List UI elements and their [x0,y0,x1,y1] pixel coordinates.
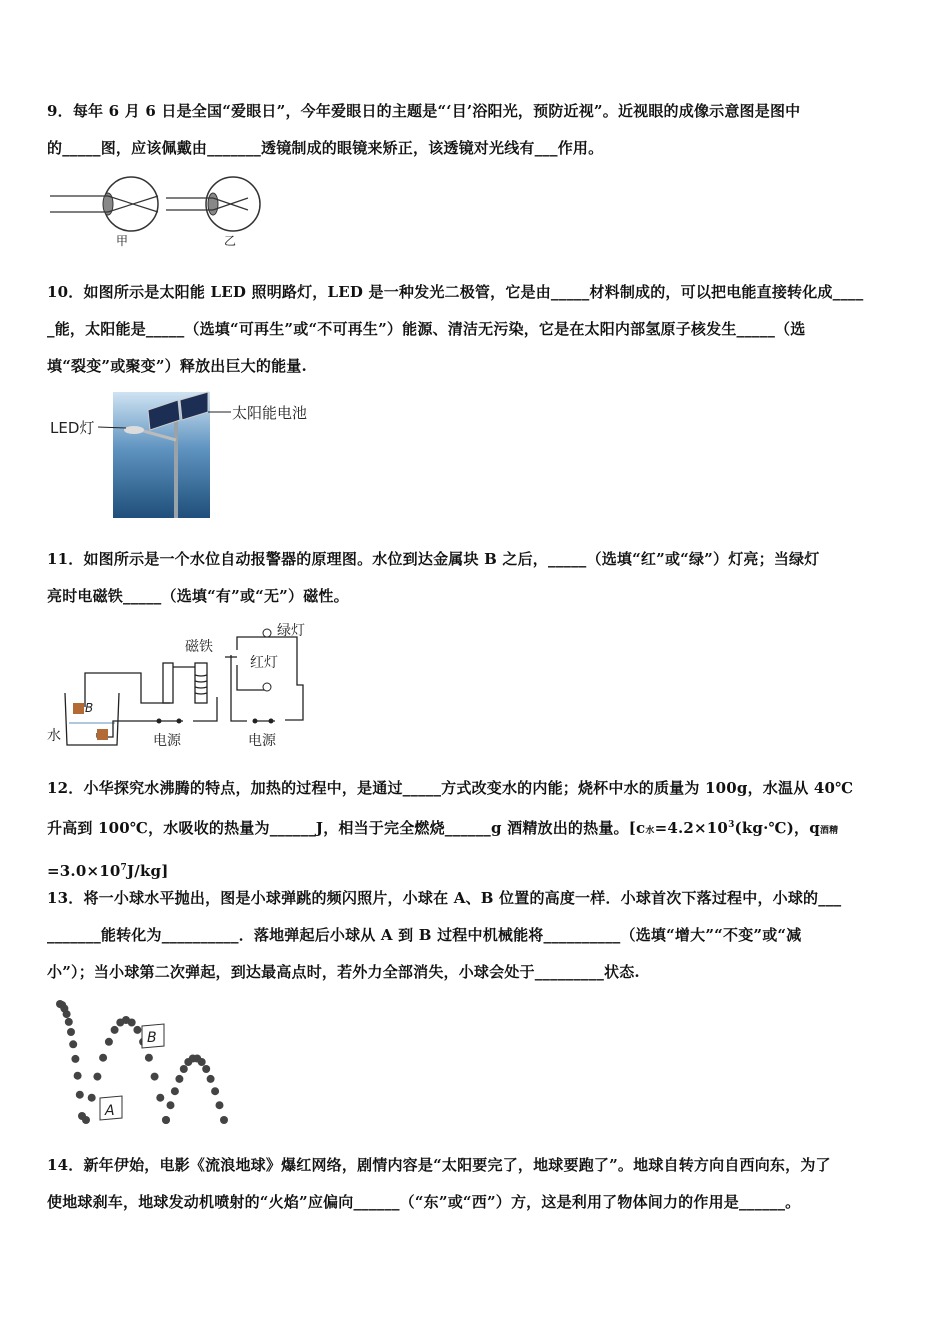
red-lamp-label: 红灯 [250,655,278,671]
water-alarm-circuit [45,615,325,755]
ball-dot [167,1101,175,1109]
q9-line-1: 9．每年 6 月 6 日是全国“爱眼日”，今年爱眼日的主题是“‘目’浴阳光，预防近视”。近视眼的成像示意图是图中 [47,102,801,120]
question-10 [47,274,907,385]
q14-line-1: 14．新年伊始，电影《流浪地球》爆红网络，剧情内容是“太阳要完了，地球要跑了”。地球自转方向自西向东，为了 [47,1156,831,1174]
ball-dot [82,1116,90,1124]
q13-line-3: 小”）；当小球第二次弹起，到达最高点时，若外力全部消失，小球会处于_________状态. [47,963,640,981]
ball-dot [111,1026,119,1034]
ball-dot [133,1026,141,1034]
ball-dot [128,1019,136,1027]
q11-line-2: 亮时电磁铁_____（选填“有”或“无”）磁性。 [47,587,349,605]
q12-line-3: $=3.0\times 10^7J/kg$] [47,862,169,880]
solar-streetlight-figure [48,390,328,520]
q14-line-2: 使地球刹车，地球发动机喷射的“火焰”应偏向______（“东”或“西”）方，这是利用了物体间力的作用是______。 [47,1193,801,1211]
ball-dot [145,1054,153,1062]
ball-dot [220,1116,228,1124]
q10-line-2: _能，太阳能是_____（选填“可再生”或“不可再生”）能源、清洁无污染，它是在太阳内部氢原子核发生_____（选 [47,320,806,338]
q10-line-3: 填“裂变”或聚变”）释放出巨大的能量. [47,357,307,375]
question-12 [47,770,907,890]
ball-dot [105,1038,113,1046]
magnet-label: 磁铁 [185,639,213,655]
ball-dot [69,1040,77,1048]
ball-dot [198,1058,206,1066]
question-11 [47,541,907,615]
ball-dot [99,1054,107,1062]
question-9 [47,93,907,167]
block-b-label: B [85,701,94,715]
ball-dot [74,1072,82,1080]
q13-line-2: _______能转化为__________．落地弹起后小球从 A 到 B 过程中机械能将__________（选填“增大”“不变”或“减 [47,926,802,944]
ball-dot [151,1073,159,1081]
ball-dot [175,1075,183,1083]
ball-dot [67,1028,75,1036]
ball-dot [65,1018,73,1026]
water-label: 水 [47,728,61,744]
power-source-label-2: 电源 [248,733,276,749]
q11-line-1: 11．如图所示是一个水位自动报警器的原理图。水位到达金属块 B 之后，_____（选填“红”或“绿”）灯亮；当绿灯 [47,550,820,568]
ball-dot [207,1075,215,1083]
question-14 [47,1147,907,1221]
question-13 [47,880,907,991]
eye-diagram [48,172,263,250]
position-b-label: B [147,1030,157,1046]
ball-dot [76,1091,84,1099]
eye-label-b: 乙 [224,234,237,248]
ball-dot [93,1073,101,1081]
ball-dot [156,1094,164,1102]
bouncing-ball-photo [50,1000,230,1130]
ball-dot [202,1065,210,1073]
ball-dot [180,1065,188,1073]
ball-dot [162,1116,170,1124]
q10-line-1: 10．如图所示是太阳能 LED 照明路灯，LED 是一种发光二极管，它是由_____材料制成的，可以把电能直接转化成____ [47,283,864,301]
q12-line-2: 升高到 100℃，水吸收的热量为______J，相当于完全燃烧______g 酒精放出的热量。[c水$=4.2\times 10^3(kg\cdot℃)$，q酒精 [47,819,839,837]
q9-line-2: 的_____图，应该佩戴由_______透镜制成的眼镜来矫正，该透镜对光线有___作用。 [47,139,604,157]
ball-dot [211,1087,219,1095]
ball-dot [171,1087,179,1095]
green-lamp-label: 绿灯 [277,623,305,639]
led-lamp-label: LED灯 [50,419,95,437]
power-source-label-1: 电源 [153,733,181,749]
solar-panel-label: 太阳能电池 [232,404,308,422]
ball-dot [71,1055,79,1063]
ball-dot [88,1094,96,1102]
eye-label-a: 甲 [116,234,129,248]
q12-line-1: 12．小华探究水沸腾的特点，加热的过程中，是通过_____方式改变水的内能；烧杯中水的质量为 100g，水温从 40℃ [47,779,854,797]
q13-line-1: 13．将一小球水平抛出，图是小球弹跳的频闪照片，小球在 A、B 位置的高度一样．小球首次下落过程中，小球的___ [47,889,842,907]
ball-dot [216,1101,224,1109]
ball-dot [63,1010,71,1018]
position-a-label: A [105,1103,115,1119]
